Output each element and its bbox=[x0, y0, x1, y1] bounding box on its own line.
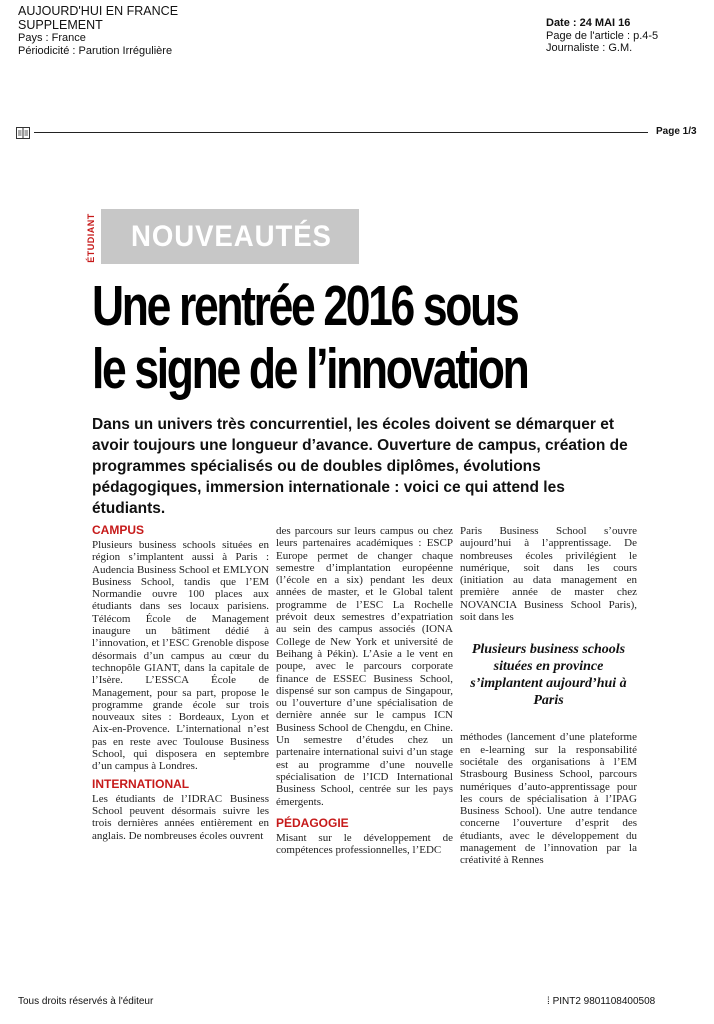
body-paragraph: Plusieurs business schools situées en région s’implantent aussi à Paris : Audencia Business School et EMLYON Business School, tandis que l’EM Normandie ouvre 100 places aux étudiants dans ses locaux parisiens. Télécom École de Management inaugure un bâtiment dédié à l’innovation, et l’ESC Grenoble dispose désormais d’un campus au cœur du technopôle GIANT, dans la capitale de l’Isère. L’ESSCA École de Management, pour sa part, propose le programme grande école sur trois nouveaux sites : Bordeaux, Lyon et Aix-en-Provence. L’international n’est pas en reste avec Toulouse Business School, qui disposera en septembre d’un campus à Londres. bbox=[92, 539, 269, 773]
footer-rights: Tous droits réservés à l'éditeur bbox=[18, 996, 154, 1007]
article-meta bbox=[546, 17, 658, 55]
body-paragraph: méthodes (lancement d’une plateforme en e-learning sur la responsabilité sociétale des organisations à l’EM Strasbourg Business School, parcours numériques d’auto-apprentissage pour les cours de spécialisation à l’IPAG Business School). Une autre tendance concerne l’ouverture d’esprit des étudiants, avec le développement du management de l’innovation par la créativité à Rennes bbox=[460, 731, 637, 867]
article-journalist: Journaliste : G.M. bbox=[546, 42, 633, 54]
page-counter: Page 1/3 bbox=[656, 126, 697, 137]
barcode-glyph: ⁞ bbox=[547, 996, 550, 1007]
body-paragraph: Paris Business School s’ouvre aujourd’hui à l’apprentissage. De nombreuses écoles privilégient le numérique, soit dans les cours (initiation au data management en première année de master chez NOVANCIA Business School Paris), soit dans les bbox=[460, 525, 637, 624]
header-divider bbox=[34, 132, 648, 133]
pull-quote: Plusieurs business schools situées en province s’implantent aujourd’hui à Paris bbox=[470, 642, 627, 709]
publication-edition: SUPPLEMENT bbox=[18, 18, 103, 32]
rubric-banner-label: NOUVEAUTÉS bbox=[131, 220, 332, 253]
footer-code-label: PINT2 9801108400508 bbox=[552, 996, 656, 1007]
rubric-banner bbox=[101, 209, 359, 264]
article-date: Date : 24 MAI 16 bbox=[546, 17, 631, 29]
publication-name: AUJOURD'HUI EN FRANCE bbox=[18, 4, 179, 18]
section-heading-pedagogie: PÉDAGOGIE bbox=[276, 815, 349, 830]
periodicity: Périodicité : Parution Irrégulière bbox=[18, 45, 173, 57]
section-heading-international: INTERNATIONAL bbox=[92, 776, 190, 791]
article-column-1 bbox=[92, 523, 269, 842]
article-column-2 bbox=[276, 525, 453, 856]
section-tag bbox=[84, 213, 98, 263]
headline-line-1: Une rentrée 2016 sous bbox=[92, 274, 518, 338]
country: Pays : France bbox=[18, 32, 86, 44]
section-heading-campus: CAMPUS bbox=[92, 523, 145, 537]
article-pages: Page de l'article : p.4-5 bbox=[546, 29, 659, 42]
headline-line-2: le signe de l’innovation bbox=[92, 337, 528, 401]
body-paragraph: des parcours sur leurs campus ou chez leurs partenaires académiques : ESCP Europe permet de changer chaque semestre d’implantation européenne (l’école en a six) pendant les deux années de master, et le Global talent programme de l’ESC La Rochelle prévoit deux semestres d’expatriation au sein des campus associés (IONA College de New York et université de Beihang à Pékin). L’Asie a le vent en poupe, avec le parcours corporate finance de ESSEC Business School, dispensé sur son campus de Singapour, ou l’ouverture d’une spécialisation de dernière année sur le campus ICN Business School de Chengdu, en Chine. Un semestre d’études chez un partenaire international suivi d’un stage est au programme d’une nouvelle spécialisation de l’ICD International Business School, centrée sur les pays émergents. bbox=[276, 525, 453, 808]
headline bbox=[92, 275, 529, 401]
lead-paragraph: Dans un univers très concurrentiel, les écoles doivent se démarquer et avoir toujours une longueur d’avance. Ouverture de campus, création de programmes spécialisés ou de doubles diplômes, évolutions pédagogiques, immersion internationale : voici ce qui attend les étudiants. bbox=[92, 416, 628, 517]
publication-info bbox=[18, 4, 178, 58]
footer-code bbox=[547, 996, 655, 1007]
newspaper-icon bbox=[16, 127, 30, 139]
body-paragraph: Misant sur le développement de compétences professionnelles, l’EDC bbox=[276, 831, 453, 857]
body-paragraph: Les étudiants de l’IDRAC Business School peuvent désormais suivre les trois dernières années entièrement en anglais. De nombreuses écoles ouvrent bbox=[92, 792, 269, 842]
section-tag-label: ÉTUDIANT bbox=[86, 213, 96, 263]
article-column-3 bbox=[460, 525, 637, 867]
